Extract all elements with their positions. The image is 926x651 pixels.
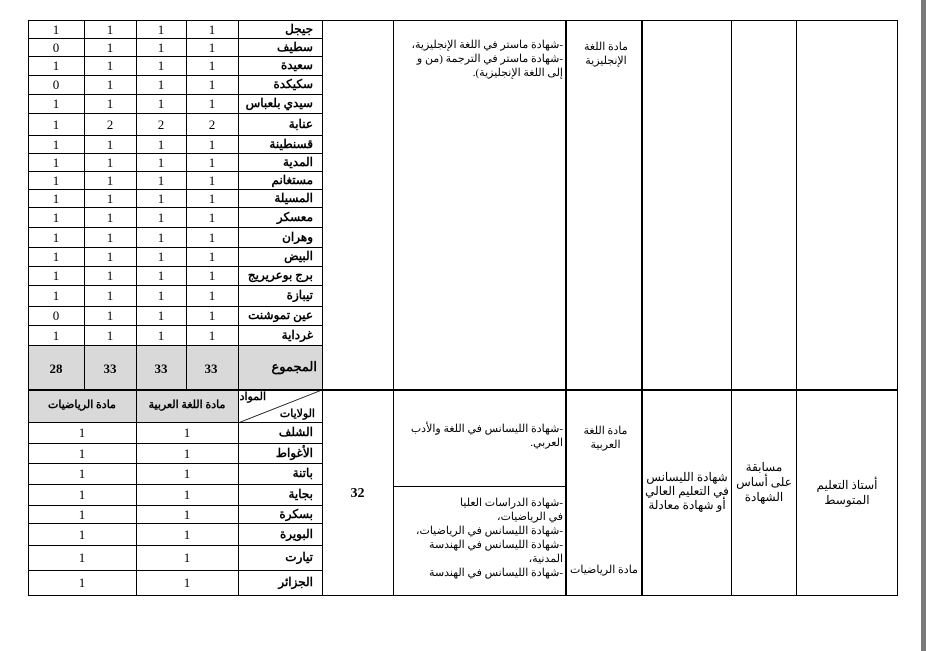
wilaya-name: البيض: [284, 249, 313, 263]
positions-total: 32: [350, 486, 365, 501]
quota-c2: 1: [157, 96, 165, 111]
quota-c1: 1: [208, 137, 216, 152]
quota-c3: 1: [106, 210, 114, 225]
recruitment-line-3: الشهادة: [744, 490, 784, 504]
wilaya-name: تيارت: [285, 550, 313, 564]
border-right: [897, 20, 898, 596]
quota-math: 1: [78, 527, 86, 542]
quota-c1: 1: [208, 155, 216, 170]
wilaya-name: المدية: [283, 155, 313, 169]
lower-row-line: [28, 523, 322, 524]
quota-c4: 1: [52, 210, 60, 225]
col-line-c: [565, 20, 567, 596]
diploma-line-2: في التعليم العالي: [645, 484, 729, 498]
wilaya-name: برج بوعريريج: [247, 268, 313, 282]
quota-math: 1: [78, 550, 86, 565]
quota-arabic: 1: [183, 425, 191, 440]
header-wilayas: الولايات: [279, 408, 315, 420]
quota-math: 1: [78, 487, 86, 502]
upper-row-line: [28, 227, 322, 228]
upper-row-line: [28, 207, 322, 208]
col-line-e: [731, 20, 732, 596]
quota-c2: 1: [157, 230, 165, 245]
quota-c1: 1: [208, 308, 216, 323]
border-left: [28, 20, 29, 596]
quota-c2: 1: [157, 137, 165, 152]
page-shadow: [921, 0, 926, 651]
recruitment-line-1: مسابقة: [745, 460, 783, 474]
quota-c1: 1: [208, 22, 216, 37]
quota-c2: 1: [157, 249, 165, 264]
upper-row-line: [28, 189, 322, 190]
arabic-math-split: [393, 486, 567, 487]
quota-c2: 1: [157, 191, 165, 206]
wilaya-name: عين تموشنت: [248, 308, 313, 322]
quota-math: 1: [78, 507, 86, 522]
quota-c4: 1: [52, 328, 60, 343]
quota-c1: 1: [208, 288, 216, 303]
quota-c3: 1: [106, 77, 114, 92]
quota-c3: 1: [106, 268, 114, 283]
quota-c1: 1: [208, 230, 216, 245]
quota-arabic: 1: [183, 507, 191, 522]
math-qual-4: -شهادة الليسانس في الهندسة المدنية،: [429, 539, 563, 565]
math-subject: مادة الرياضيات: [570, 564, 638, 576]
quota-c4: 1: [52, 249, 60, 264]
lower-row-line: [28, 463, 322, 464]
col-line-a: [322, 20, 323, 596]
quota-c4: 1: [52, 137, 60, 152]
upper-row-line: [28, 135, 322, 136]
quota-c1: 1: [208, 210, 216, 225]
quota-c2: 1: [157, 288, 165, 303]
upper-col-line: [238, 20, 239, 390]
quota-c1: 1: [208, 328, 216, 343]
quota-c3: 1: [106, 173, 114, 188]
quota-c3: 1: [106, 137, 114, 152]
upper-row-line: [28, 94, 322, 95]
lower-row-line: [28, 484, 322, 485]
wilaya-name: وهران: [282, 230, 313, 244]
quota-c3: 2: [106, 117, 114, 132]
quota-c2: 2: [157, 117, 165, 132]
quota-c3: 1: [106, 58, 114, 73]
math-qualifications: [396, 496, 563, 580]
wilaya-name: معسكر: [276, 210, 313, 224]
arabic-qualifications: [396, 422, 563, 450]
quota-c4: 0: [52, 308, 60, 323]
quota-c2: 1: [157, 40, 165, 55]
arabic-qual-1: -شهادة الليسانس في اللغة والأدب: [410, 423, 563, 435]
math-qual-3: -شهادة الليسانس في الرياضيات،: [415, 525, 563, 537]
header-math: مادة الرياضيات: [48, 399, 116, 411]
quota-c4: 1: [52, 191, 60, 206]
total-c4: 28: [49, 361, 63, 376]
upper-row-line: [28, 171, 322, 172]
diploma-requirement: [643, 470, 731, 512]
quota-c3: 1: [106, 22, 114, 37]
quota-c4: 0: [52, 40, 60, 55]
english-qual-3: إلى اللغة الإنجليزية).: [472, 67, 563, 79]
border-bottom: [28, 595, 898, 596]
rank-line-2: المتوسط: [824, 493, 870, 507]
wilaya-name: بسكرة: [279, 507, 313, 521]
wilaya-name: بجاية: [288, 487, 313, 501]
upper-row-line: [28, 306, 322, 307]
quota-c2: 1: [157, 173, 165, 188]
upper-row-line: [28, 266, 322, 267]
total-c2: 33: [154, 361, 168, 376]
quota-c3: 1: [106, 155, 114, 170]
quota-c1: 1: [208, 58, 216, 73]
wilaya-name: الجزائر: [278, 575, 313, 589]
quota-c3: 1: [106, 328, 114, 343]
diploma-line-1: شهادة الليسانس: [646, 470, 728, 484]
quota-math: 1: [78, 575, 86, 590]
quota-c3: 1: [106, 230, 114, 245]
wilaya-name: قسنطينة: [269, 137, 313, 151]
quota-c1: 1: [208, 77, 216, 92]
lower-row-line: [28, 570, 322, 571]
quota-c3: 1: [106, 249, 114, 264]
total-c1: 33: [204, 361, 218, 376]
col-line-b: [393, 20, 394, 596]
upper-row-line: [28, 75, 322, 76]
arabic-qual-2: العربي.: [530, 437, 563, 449]
quota-c1: 1: [208, 173, 216, 188]
quota-arabic: 1: [183, 446, 191, 461]
quota-c4: 1: [52, 230, 60, 245]
wilaya-name: الشلف: [278, 425, 313, 439]
quota-c4: 1: [52, 22, 60, 37]
math-qual-1: -شهادة الدراسات العليا: [460, 497, 563, 509]
header-arabic: مادة اللغة العربية: [148, 399, 226, 411]
quota-math: 1: [78, 446, 86, 461]
quota-c3: 1: [106, 40, 114, 55]
quota-c2: 1: [157, 22, 165, 37]
upper-row-line: [28, 38, 322, 39]
english-qual-2: -شهادة ماستر في الترجمة (من و: [416, 53, 563, 65]
quota-c4: 1: [52, 173, 60, 188]
quota-math: 1: [78, 425, 86, 440]
english-subject: مادة اللغة الإنجليزية: [584, 41, 628, 67]
quota-c2: 1: [157, 155, 165, 170]
recruitment-mode: [732, 460, 796, 505]
upper-row-line: [28, 247, 322, 248]
english-qualifications: [396, 38, 563, 80]
quota-c3: 1: [106, 191, 114, 206]
wilaya-name: تيبازة: [286, 288, 313, 302]
wilaya-name: سكيكدة: [273, 77, 313, 91]
upper-row-line: [28, 153, 322, 154]
quota-c4: 1: [52, 288, 60, 303]
math-qual-5: -شهادة الليسانس في الهندسة: [429, 567, 563, 579]
english-qual-1: -شهادة ماستر في اللغة الإنجليزية،: [411, 39, 563, 51]
quota-c3: 1: [106, 288, 114, 303]
total-label: المجموع: [271, 359, 317, 374]
quota-c2: 1: [157, 308, 165, 323]
quota-c2: 1: [157, 268, 165, 283]
col-line-f: [796, 20, 797, 596]
quota-c3: 1: [106, 96, 114, 111]
quota-c2: 1: [157, 328, 165, 343]
quota-c1: 2: [208, 117, 216, 132]
upper-row-line: [28, 56, 322, 57]
quota-arabic: 1: [183, 550, 191, 565]
recruitment-line-2: على أساس: [736, 475, 792, 489]
quota-arabic: 1: [183, 575, 191, 590]
quota-c4: 1: [52, 268, 60, 283]
lower-row-line: [28, 443, 322, 444]
quota-c2: 1: [157, 210, 165, 225]
total-c3: 33: [103, 361, 117, 376]
wilaya-name: سيدي بلعباس: [245, 96, 313, 110]
lower-row-line: [28, 545, 322, 546]
upper-row-line: [28, 113, 322, 114]
quota-arabic: 1: [183, 487, 191, 502]
wilaya-name: باتنة: [292, 466, 313, 480]
quota-arabic: 1: [183, 466, 191, 481]
quota-c1: 1: [208, 268, 216, 283]
upper-row-line: [28, 285, 322, 286]
diploma-line-3: أو شهادة معادلة: [648, 498, 726, 512]
quota-c4: 1: [52, 96, 60, 111]
quota-c4: 1: [52, 155, 60, 170]
wilaya-name: سطيف: [277, 40, 313, 54]
quota-c2: 1: [157, 58, 165, 73]
quota-c4: 1: [52, 117, 60, 132]
quota-c1: 1: [208, 40, 216, 55]
rank-line-1: أستاذ التعليم: [816, 478, 878, 492]
wilaya-name: المسيلة: [274, 191, 313, 205]
wilaya-name: غرداية: [281, 328, 313, 342]
quota-c1: 1: [208, 191, 216, 206]
quota-math: 1: [78, 466, 86, 481]
quota-c4: 1: [52, 58, 60, 73]
quota-c4: 0: [52, 77, 60, 92]
wilaya-name: الأغواط: [275, 446, 313, 460]
upper-row-line: [28, 345, 322, 346]
section-separator: [28, 389, 897, 391]
quota-c3: 1: [106, 308, 114, 323]
lower-row-line: [28, 505, 322, 506]
quota-c2: 1: [157, 77, 165, 92]
wilaya-name: البويرة: [279, 527, 313, 541]
math-qual-2: في الرياضيات،: [497, 511, 563, 523]
arabic-subject: مادة اللغة العربية: [583, 425, 628, 451]
wilaya-name: جيجل: [285, 22, 313, 36]
wilaya-name: عنابة: [288, 117, 313, 131]
quota-c1: 1: [208, 249, 216, 264]
quota-c1: 1: [208, 96, 216, 111]
upper-row-line: [28, 325, 322, 326]
quota-arabic: 1: [183, 527, 191, 542]
wilaya-name: سعيدة: [280, 58, 313, 72]
rank-title: [797, 478, 897, 508]
border-top: [28, 20, 898, 21]
wilaya-name: مستغانم: [271, 173, 313, 187]
header-subjects: المواد: [239, 391, 266, 403]
